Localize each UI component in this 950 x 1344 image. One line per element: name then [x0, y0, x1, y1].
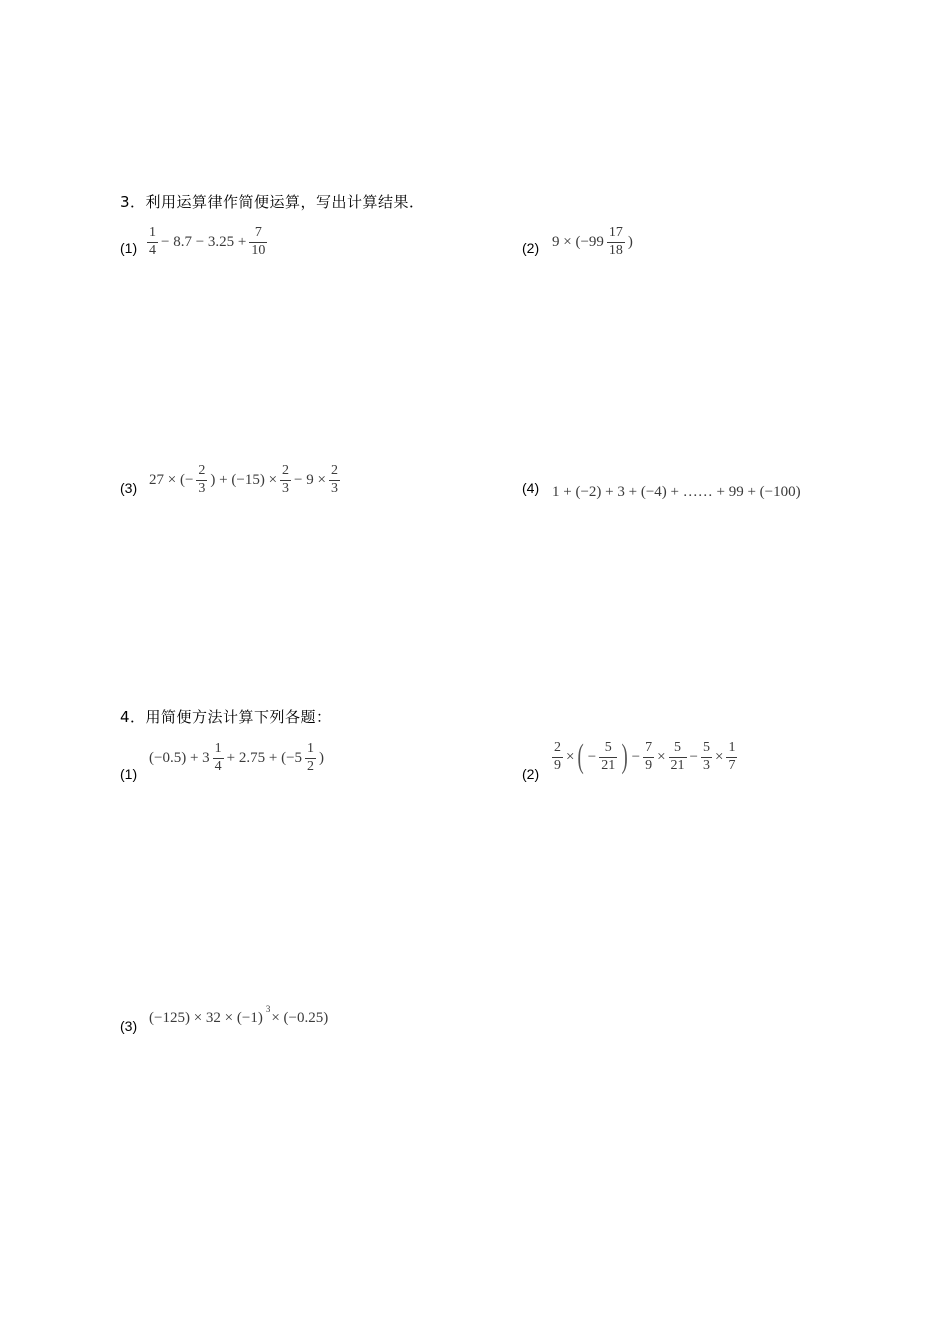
fraction: [329, 464, 340, 496]
expression-text: ×: [566, 748, 575, 765]
expression-text: ) + (−15) ×: [210, 471, 278, 488]
expression-text: −: [689, 748, 698, 765]
fraction: [669, 741, 687, 773]
denominator: 2: [307, 758, 315, 774]
right-paren: ): [621, 738, 629, 775]
numerator: 2: [282, 463, 290, 478]
denominator: 3: [198, 480, 206, 496]
fraction: [643, 741, 654, 773]
fraction: [249, 226, 267, 258]
numerator: 5: [604, 739, 612, 755]
denominator: 7: [728, 757, 736, 773]
q3-p2-expression: [551, 226, 634, 258]
denominator: 4: [214, 758, 222, 774]
denominator: 18: [608, 242, 623, 258]
denominator: 21: [670, 757, 685, 773]
numerator: 7: [645, 739, 653, 755]
expression-text: + 2.75 + (−5: [226, 749, 303, 766]
q4-p1-expression: [148, 742, 325, 774]
denominator: 9: [645, 757, 653, 773]
expression-text: 1 + (−2) + 3 + (−4) + …… + 99 + (−100): [552, 484, 801, 500]
expression-text: ×: [715, 748, 724, 765]
expression-text: (−0.5) + 3: [149, 749, 210, 766]
expression-text: 27 × (−: [149, 471, 194, 488]
q4-p1-label: (1): [120, 766, 138, 782]
numerator: 1: [214, 741, 222, 756]
fraction: [147, 226, 158, 258]
fraction: [726, 741, 737, 773]
exponent: 3: [265, 1003, 271, 1014]
denominator: 21: [601, 757, 616, 773]
expression-text: ×: [657, 748, 666, 765]
expression-text: (−125) × 32 × (−1): [149, 1010, 263, 1026]
numerator: 2: [198, 463, 206, 478]
numerator: 17: [608, 225, 623, 240]
expression-text: 9 × (−99: [552, 233, 604, 250]
left-paren: (: [578, 738, 585, 775]
q4-heading: 4．用简便方法计算下列各题：: [120, 708, 332, 726]
denominator: 9: [554, 757, 561, 773]
q3-p1-expression: [145, 226, 269, 258]
denominator: 3: [282, 480, 290, 496]
q3-p4-expression: [551, 484, 802, 501]
q3-p2-label: (2): [522, 240, 540, 256]
denominator: 3: [330, 480, 338, 496]
numerator: 1: [149, 225, 156, 240]
q3-p4-label: (4): [522, 480, 540, 496]
fraction: [305, 742, 316, 774]
q4-p2-label: (2): [522, 766, 540, 782]
q4-p2-expression: [550, 740, 739, 774]
numerator: 5: [703, 739, 710, 755]
expression-text: ): [319, 749, 325, 766]
denominator: 10: [251, 242, 266, 258]
q3-p3-label: (3): [120, 480, 138, 496]
fraction: [280, 464, 291, 496]
q4-p3-label: (3): [120, 1018, 138, 1034]
fraction: [196, 464, 207, 496]
q3-heading: 3．利用运算律作简便运算，写出计算结果．: [120, 193, 425, 211]
q3-p3-expression: [148, 464, 342, 496]
expression-text: ): [627, 233, 633, 250]
fraction: [213, 742, 224, 774]
expression-text: − 9 ×: [294, 471, 326, 488]
expression-text: −: [631, 748, 641, 765]
q3-p1-label: (1): [120, 240, 138, 256]
fraction: [701, 741, 712, 773]
numerator: 1: [307, 741, 315, 756]
fraction: [599, 741, 617, 773]
expression-text: − 8.7 − 3.25 +: [161, 233, 247, 250]
q4-p3-expression: [148, 1003, 329, 1027]
expression-text: × (−0.25): [271, 1010, 329, 1026]
fraction: [607, 226, 625, 258]
minus-sign: −: [587, 748, 597, 765]
numerator: 2: [330, 463, 338, 478]
denominator: 4: [149, 242, 156, 258]
numerator: 5: [674, 739, 682, 755]
numerator: 2: [554, 739, 561, 755]
fraction: [552, 741, 563, 773]
numerator: 7: [254, 225, 262, 240]
numerator: 1: [728, 739, 736, 755]
denominator: 3: [703, 757, 710, 773]
